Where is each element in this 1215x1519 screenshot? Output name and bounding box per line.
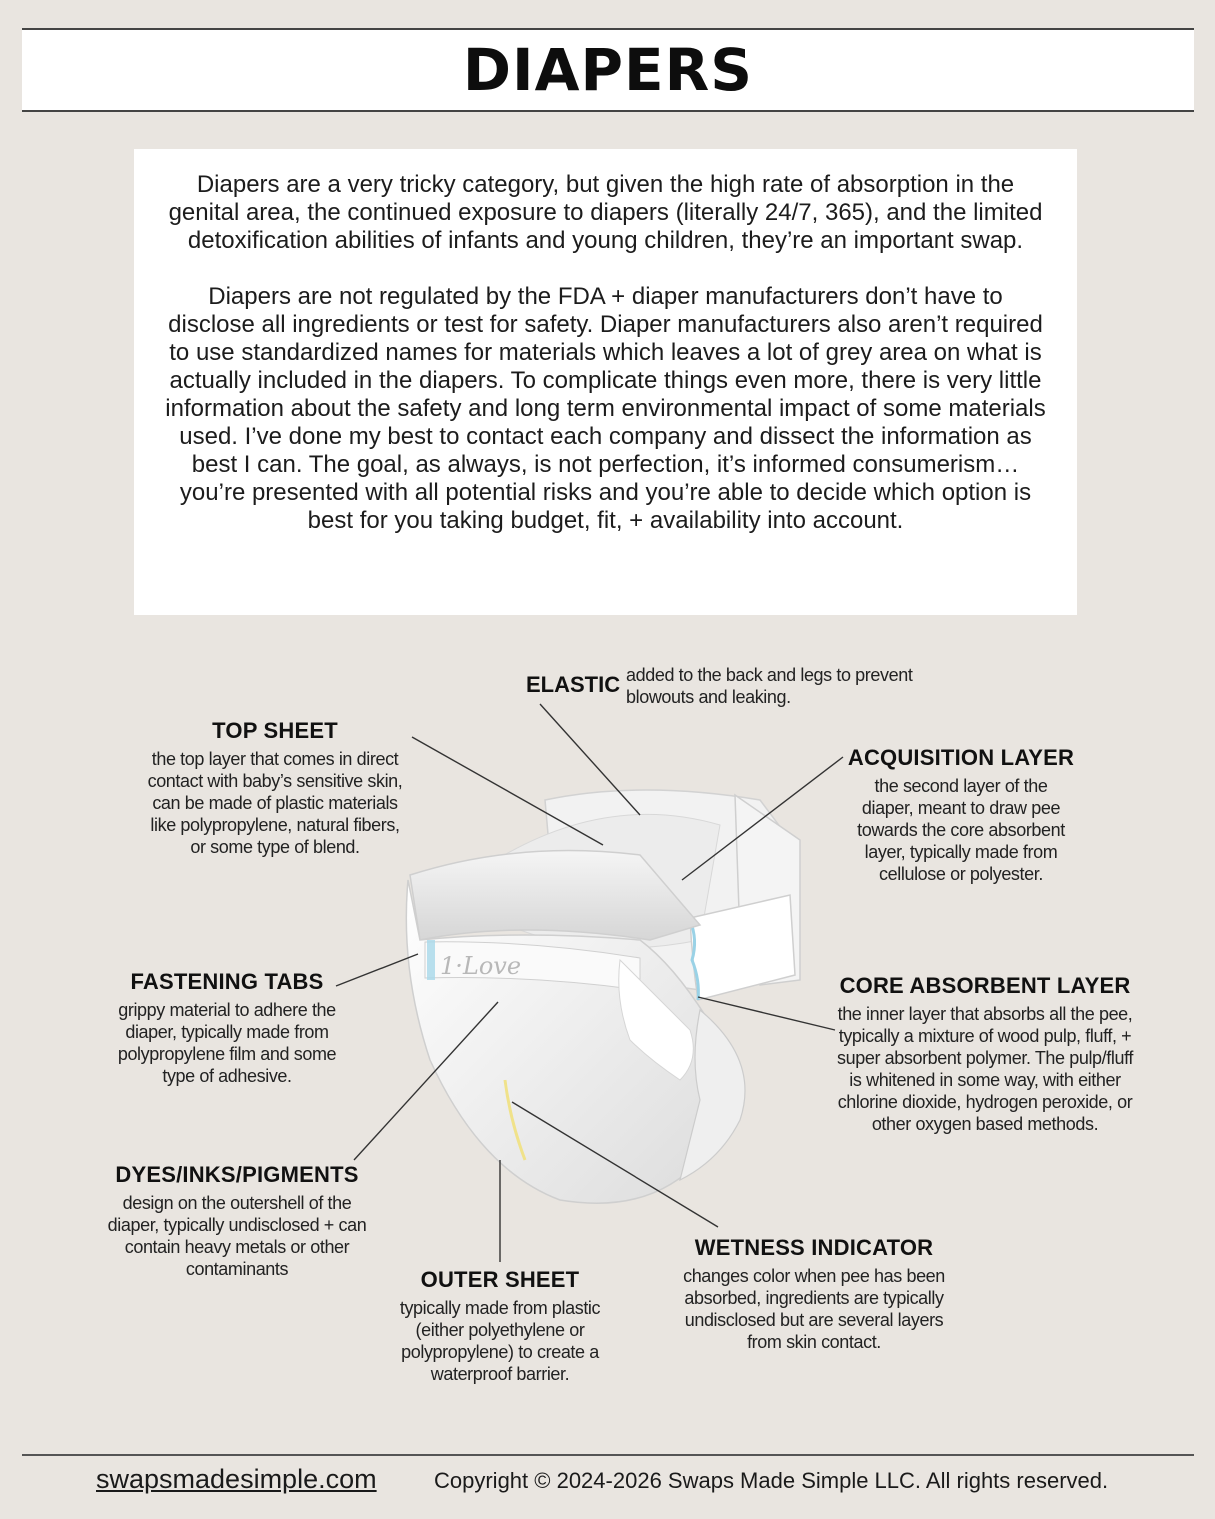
outer-sheet-desc: typically made from plastic (either polyethylene or polypropylene) to create a waterproof barrier. xyxy=(399,1298,601,1384)
top-sheet-title: TOP SHEET xyxy=(212,718,338,743)
dyes-inks-pigments-label xyxy=(92,1162,382,1280)
top-sheet-label xyxy=(130,718,420,858)
wetness-indicator-label xyxy=(664,1235,964,1353)
outer-sheet-label xyxy=(372,1267,628,1385)
acquisition-layer-desc: the second layer of the diaper, meant to draw pee towards the core absorbent layer, typically made from cellulose or polyester. xyxy=(857,776,1065,884)
dyes-inks-pigments-desc: design on the outershell of the diaper, typically undisclosed + can contain heavy metals or other contaminants xyxy=(107,1193,367,1279)
outer-sheet-title: OUTER SHEET xyxy=(420,1267,580,1292)
elastic-desc: added to the back and legs to prevent blowouts and leaking. xyxy=(626,665,913,707)
elastic-title: ELASTIC xyxy=(526,672,621,697)
fastening-tabs-title: FASTENING TABS xyxy=(130,969,324,994)
acquisition-layer-label xyxy=(836,745,1086,885)
intro-paragraph-2: Diapers are not regulated by the FDA + diaper manufacturers don’t have to disclose all ingredients or test for safety. Diaper manufacturers also aren’t required to use standardized names for materials which leaves a lot of grey area on what is actually included in the diapers. To complicate things even more, there is very little information about the safety and long term environmental impact of some materials used. I’ve done my best to contact each company and dissect the information as best I can. The goal, as always, is not perfection, it’s informed consumerism… you’re presented with all potential risks and you’re able to decide which option is best for you taking budget, fit, + availability into account. xyxy=(165,283,1046,534)
dyes-inks-pigments-title: DYES/INKS/PIGMENTS xyxy=(115,1162,359,1187)
diaper-diagram xyxy=(0,640,1215,1440)
top-sheet-desc: the top layer that comes in direct contact with baby’s sensitive skin, can be made of plastic materials like polypropylene, natural fibers, or some type of blend. xyxy=(147,749,403,857)
core-absorbent-layer-label xyxy=(835,973,1135,1135)
core-absorbent-layer-desc: the inner layer that absorbs all the pee, typically a mixture of wood pulp, fluff, + super absorbent polymer. The pulp/fluff is whitened in some way, with either chlorine dioxide, hydrogen peroxide, or other oxygen based methods. xyxy=(837,1004,1133,1134)
fastening-tabs-label xyxy=(96,969,358,1087)
intro-box xyxy=(134,149,1077,615)
wetness-indicator-desc: changes color when pee has been absorbed, ingredients are typically undisclosed but are several layers from skin contact. xyxy=(683,1266,945,1352)
wetness-indicator-title: WETNESS INDICATOR xyxy=(694,1235,934,1260)
acquisition-layer-title: ACQUISITION LAYER xyxy=(847,745,1075,770)
diaper-print-text: 1·Love xyxy=(440,952,522,980)
page-title: DIAPERS xyxy=(462,36,754,104)
website-link[interactable]: swapsmadesimple.com xyxy=(96,1464,377,1494)
core-absorbent-layer-title: CORE ABSORBENT LAYER xyxy=(839,973,1131,998)
fastening-tabs-desc: grippy material to adhere the diaper, typically made from polypropylene film and some type of adhesive. xyxy=(117,1000,337,1086)
footer-divider xyxy=(22,1454,1194,1456)
copyright-notice: Copyright © 2024-2026 Swaps Made Simple LLC. All rights reserved. xyxy=(434,1468,1109,1493)
title-banner xyxy=(22,28,1194,112)
intro-paragraph-1: Diapers are a very tricky category, but given the high rate of absorption in the genital area, the continued exposure to diapers (literally 24/7, 365), and the limited detoxification abilities of infants and young children, they’re an important swap. xyxy=(168,171,1043,254)
